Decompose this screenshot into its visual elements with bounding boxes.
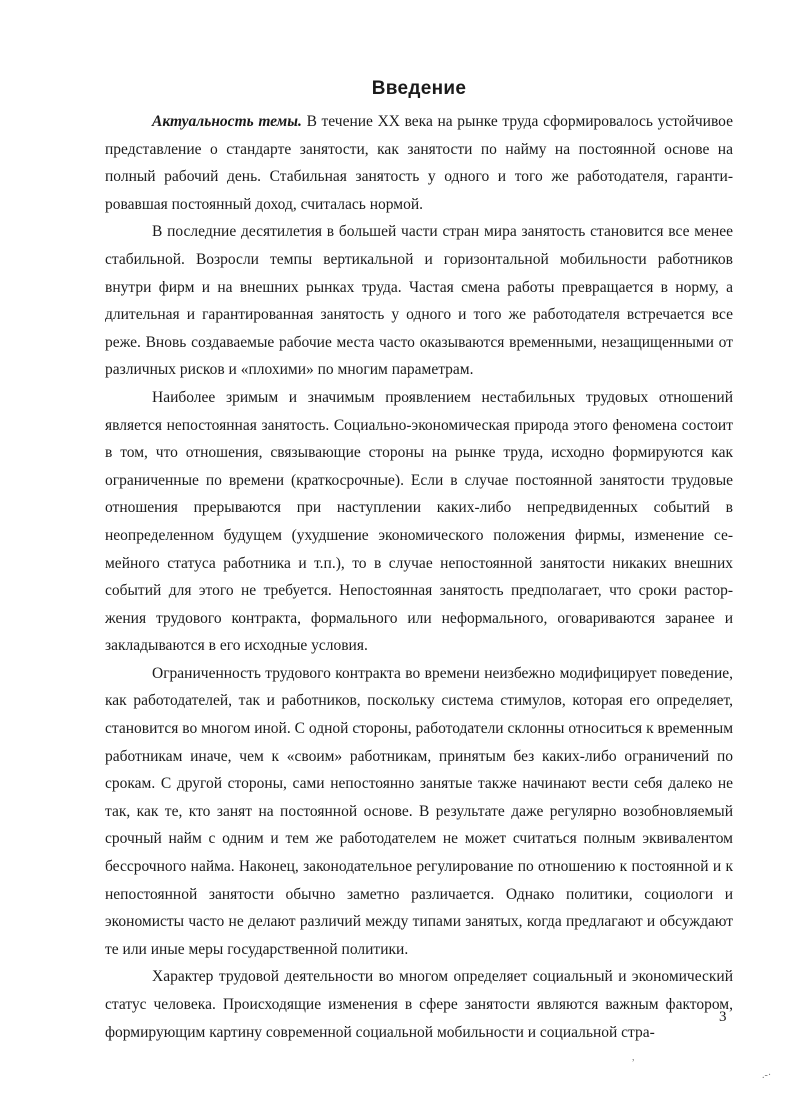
paragraph-5 [105,963,733,1046]
paragraph-text: В последние десятилетия в большей части стран мира занятость становится все менее стабильной. Возросли темпы вертикальной и горизонтальной мобильности работников внутри фирм и на внешних рынках труда. Частая смена работы превращается в норму, а длительная и гарантированная занятость у одного и того же работодателя встречается все реже. Вновь создаваемые рабочие места часто оказываются временными, незащищенными от различных рисков и «плохими» по многим параметрам. [105,223,733,379]
paragraph-2 [105,218,733,384]
paragraph-text: В течение XX века на рынке труда сформировалось устойчивое представление о стандарте занятости, как занятости по найму на постоянной основе на полный рабочий день. Стабильная занятость у одного и того же работодателя, гарантировавшая постоянный доход, считалась нормой. [105,113,733,213]
paragraph-text: Характер трудовой деятельности во многом определяет социальный и экономический статус человека. Происходящие изменения в сфере занятости являются важным фактором, формирующим картину современной социальной мобильности и социальной стра- [105,968,733,1041]
paragraph-lead: Актуальность темы. [152,113,302,130]
scan-speck: , [632,1052,635,1063]
paragraph-text: Наиболее зримым и значимым проявлением нестабильных трудовых отношений является непостоянная занятость. Социально-экономическая природа этого феномена состоит в том, что отношения, связывающие стороны на рынке труда, исходно формируются как ограниченные по времени (краткосрочные). Если в случае постоянной занятости трудовые отношения прерываются при наступлении каких-либо непредвиденных событий в неопределенном будущем (ухудшение экономического положения фирмы, изменение семейного статуса работника и т.п.), то в случае непостоянной занятости никаких внешних событий для этого не требуется. Непостоянная занятость предполагает, что сроки расторжения трудового контракта, формального или неформального, оговариваются заранее и закладываются в его исходные условия. [105,388,733,655]
paragraph-text: Ограниченность трудового контракта во времени неизбежно модифицирует поведение, как работодателей, так и работников, поскольку система стимулов, которая его определяет, становится во многом иной. С одной стороны, работодатели склонны относиться к временным работникам иначе, чем к «своим» работникам, принятым без каких-либо ограничений по срокам. С другой стороны, сами непостоянно занятые также начинают вести себя далеко не так, как те, кто занят на постоянной основе. В результате даже регулярно возобновляемый срочный найм с одним и тем же работодателем не может считаться полным эквивалентом бессрочного найма. Наконец, законодательное регулирование по отношению к постоянной и к непостоянной занятости обычно заметно различается. Однако политики, социологи и экономисты часто не делают различий между типами занятых, когда предлагают и обсуждают те или иные меры государственной политики. [105,664,733,958]
paragraph-3 [105,384,733,660]
body-text [105,108,733,1046]
paragraph-1 [105,108,733,218]
page-title: Введение [371,78,467,99]
scan-speck: .-· [762,1070,772,1081]
page-number: 3 [719,1009,727,1025]
paragraph-4 [105,660,733,964]
